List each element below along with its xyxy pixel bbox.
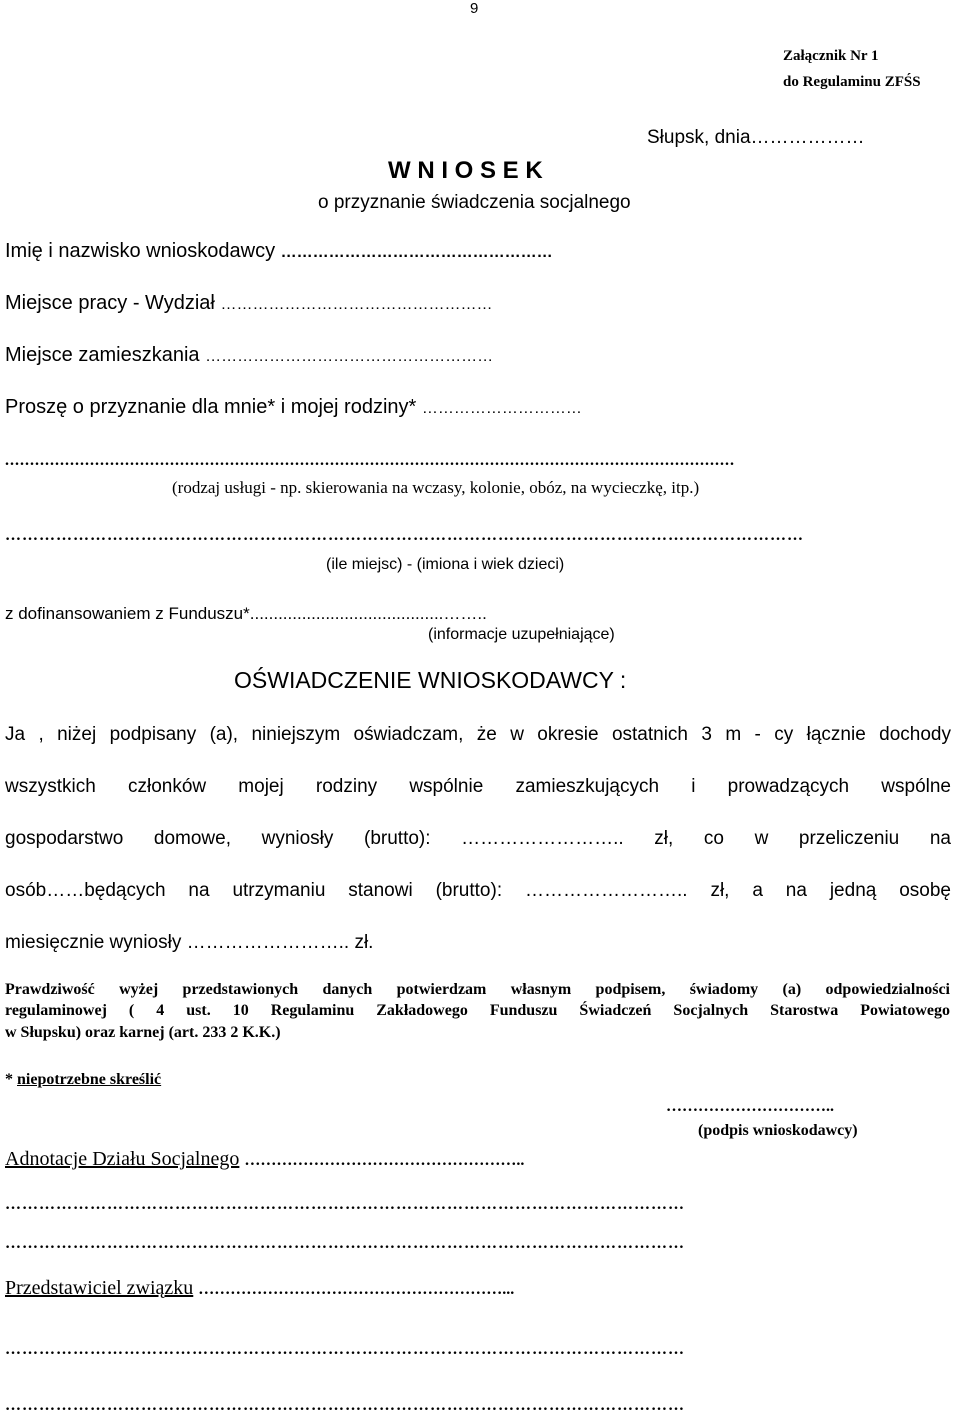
social-notes-line-3[interactable]: ………………………………………………………………………………………………………… xyxy=(5,1235,685,1252)
residence-field[interactable] xyxy=(5,344,493,367)
declaration-line-1: Ja , niżej podpisany (a), niniejszym oświadczam, że w okresie ostatnich 3 m - cy łącznie dochody xyxy=(5,724,951,745)
union-line-2[interactable]: ………………………………………………………………………………………………………… xyxy=(5,1341,685,1358)
social-notes-label: Adnotacje Działu Socjalnego xyxy=(5,1148,240,1170)
service-hint: (rodzaj usługi - np. skierowania na wczasy, kolonie, obóz, na wycieczkę, itp.) xyxy=(172,478,700,497)
footnote-text: niepotrzebne skreślić xyxy=(17,1071,162,1088)
name-label: Imię i nazwisko wnioskodawcy xyxy=(5,240,276,262)
page-number: 9 xyxy=(470,0,479,17)
service-dots[interactable]: .................................................................................................................................................. xyxy=(5,452,735,469)
workplace-label: Miejsce pracy - Wydział xyxy=(5,292,215,314)
funding-label: z dofinansowaniem z Funduszu* xyxy=(5,604,250,623)
name-value: …………………………………………… xyxy=(280,244,553,261)
social-notes-dots: …………………………………………….. xyxy=(244,1152,525,1169)
declaration-line-2: wszystkich członków mojej rodziny wspólnie zamieszkujących i prowadzących wspólne xyxy=(5,776,951,797)
declaration-line-3: gospodarstwo domowe, wyniosły (brutto): …………………….. zł, co w przeliczeniu na xyxy=(5,828,951,849)
union-dots: …………………………………………………... xyxy=(198,1281,515,1298)
workplace-value: …………………………………………… xyxy=(220,296,493,313)
union-label: Przedstawiciel związku xyxy=(5,1277,194,1299)
social-notes-field[interactable] xyxy=(5,1148,524,1171)
signature-dots[interactable]: ………………………….. xyxy=(666,1098,834,1115)
declaration-line-5: miesięcznie wyniosły …………………….. zł. xyxy=(5,932,374,953)
residence-value: ……………………………………………… xyxy=(205,348,494,365)
footnote-star: * xyxy=(5,1071,17,1088)
declaration-heading: OŚWIADCZENIE WNIOSKODAWCY : xyxy=(234,667,627,693)
truth-line-2: regulaminowej ( 4 ust. 10 Regulaminu Zakładowego Funduszu Świadczeń Socjalnych Starostwa Powiatowego xyxy=(5,1002,950,1019)
declaration-line-4: osób……będących na utrzymaniu stanowi (brutto): …………………….. zł, a na jedną osobę xyxy=(5,880,951,901)
social-notes-line-2[interactable]: ………………………………………………………………………………………………………… xyxy=(5,1196,685,1213)
places-dots[interactable]: …………………………………………………………………………………………………………………………… xyxy=(5,527,804,544)
union-field[interactable] xyxy=(5,1277,514,1300)
attachment-line1: Załącznik Nr 1 xyxy=(783,48,879,64)
places-hint: (ile miejsc) - (imiona i wiek dzieci) xyxy=(326,556,565,573)
form-title: W N I O S E K xyxy=(388,157,543,184)
funding-hint: (informacje uzupełniające) xyxy=(428,626,615,643)
name-field[interactable] xyxy=(5,240,553,263)
request-value: ………………………… xyxy=(421,400,582,417)
request-field[interactable] xyxy=(5,396,582,419)
union-line-3[interactable]: ………………………………………………………………………………………………………… xyxy=(5,1397,685,1414)
funding-dots: .........................................…….. xyxy=(249,604,487,623)
attachment-line2: do Regulaminu ZFŚS xyxy=(783,74,921,90)
workplace-field[interactable] xyxy=(5,292,492,315)
request-label: Proszę o przyznanie dla mnie* i mojej rodziny* xyxy=(5,396,417,418)
form-subtitle: o przyznanie świadczenia socjalnego xyxy=(318,192,631,213)
truth-line-1: Prawdziwość wyżej przedstawionych danych potwierdzam własnym podpisem, świadomy (a) odpowiedzialności xyxy=(5,981,950,998)
signature-label: (podpis wnioskodawcy) xyxy=(698,1122,858,1139)
residence-label: Miejsce zamieszkania xyxy=(5,344,200,366)
funding-field[interactable] xyxy=(5,604,487,624)
place-date: Słupsk, dnia……………… xyxy=(647,127,865,148)
truth-line-3: w Słupsku) oraz karnej (art. 233 2 K.K.) xyxy=(5,1024,281,1041)
footnote xyxy=(5,1071,161,1089)
